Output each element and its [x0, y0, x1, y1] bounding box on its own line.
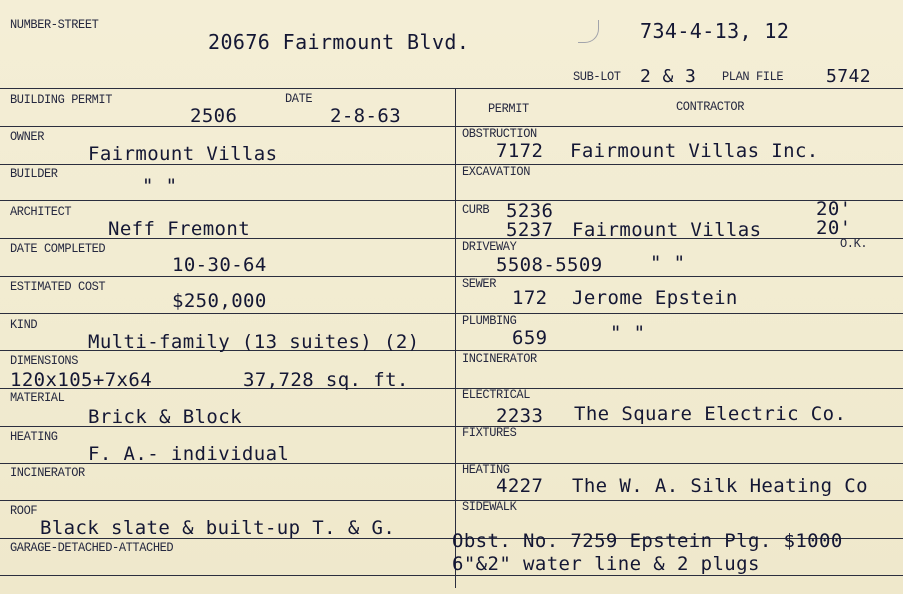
plumbing-label: PLUMBING: [462, 313, 517, 329]
roof-value: Black slate & built-up T. & G.: [40, 517, 396, 539]
date-label: DATE: [285, 91, 313, 107]
heating-permit: 4227: [496, 475, 544, 497]
rule: [0, 200, 903, 201]
plan-file-label: PLAN FILE: [722, 69, 784, 85]
sidewalk-label: SIDEWALK: [462, 499, 517, 515]
curb-size-1: 20': [816, 198, 852, 220]
curb-label: CURB: [462, 202, 490, 218]
curb-contractor-2: Fairmount Villas: [572, 219, 762, 241]
obstruction-permit: 7172: [496, 140, 544, 162]
kind-value: Multi-family (13 suites) (2): [88, 331, 420, 353]
garage-label: GARAGE-DETACHED-ATTACHED: [10, 540, 174, 556]
address-value: 20676 Fairmount Blvd.: [208, 30, 470, 54]
note-line-2: 6"&2" water line & 2 plugs: [452, 553, 760, 575]
kind-label: KIND: [10, 317, 38, 333]
incinerator-right-label: INCINERATOR: [462, 351, 537, 367]
date-value: 2-8-63: [330, 105, 402, 127]
plan-file-value: 5742: [826, 66, 871, 87]
sewer-permit: 172: [512, 287, 548, 309]
rule-header: [0, 88, 903, 89]
heating-value: F. A.- individual: [88, 443, 290, 465]
heating-right-label: HEATING: [462, 462, 510, 478]
driveway-ok: O.K.: [840, 236, 868, 252]
building-permit-label: BUILDING PERMIT: [10, 92, 113, 108]
electrical-label: ELECTRICAL: [462, 387, 531, 403]
building-permit-value: 2506: [190, 105, 238, 127]
parcel-value: 734-4-13, 12: [640, 19, 790, 43]
rule: [0, 126, 903, 127]
architect-label: ARCHITECT: [10, 204, 72, 220]
owner-value: Fairmount Villas: [88, 143, 278, 165]
electrical-permit: 2233: [496, 405, 544, 427]
dimensions-area: 37,728 sq. ft.: [243, 369, 409, 391]
builder-label: BUILDER: [10, 166, 58, 182]
rule: [0, 313, 903, 314]
curb-permit-1: 5236: [506, 200, 554, 222]
obstruction-contractor: Fairmount Villas Inc.: [570, 140, 819, 162]
note-line-1: Obst. No. 7259 Epstein Plg. $1000: [452, 530, 843, 552]
incinerator-label: INCINERATOR: [10, 465, 85, 481]
driveway-contractor: " ": [650, 252, 686, 274]
electrical-contractor: The Square Electric Co.: [574, 403, 847, 425]
sublot-value: 2 & 3: [640, 66, 697, 87]
dimensions-value: 120x105+7x64: [10, 369, 153, 391]
dimensions-label: DIMENSIONS: [10, 353, 79, 369]
estimated-cost-value: $250,000: [172, 290, 267, 312]
material-value: Brick & Block: [88, 406, 242, 428]
obstruction-label: OBSTRUCTION: [462, 126, 537, 142]
heating-contractor: The W. A. Silk Heating Co: [572, 475, 868, 497]
date-completed-label: DATE COMPLETED: [10, 241, 106, 257]
driveway-label: DRIVEWAY: [462, 239, 517, 255]
sewer-label: SEWER: [462, 276, 497, 292]
column-divider: [455, 88, 456, 588]
roof-label: ROOF: [10, 503, 38, 519]
builder-value: " ": [142, 175, 178, 197]
estimated-cost-label: ESTIMATED COST: [10, 279, 106, 295]
plumbing-contractor: " ": [610, 322, 646, 344]
sublot-label: SUB-LOT: [573, 69, 621, 85]
sewer-contractor: Jerome Epstein: [572, 287, 738, 309]
heating-label: HEATING: [10, 429, 58, 445]
fixtures-label: FIXTURES: [462, 425, 517, 441]
excavation-label: EXCAVATION: [462, 164, 531, 180]
contractor-column-header: CONTRACTOR: [676, 99, 745, 115]
owner-label: OWNER: [10, 129, 45, 145]
rule: [0, 575, 903, 576]
curb-permit-2: 5237: [506, 219, 554, 241]
architect-value: Neff Fremont: [108, 218, 251, 240]
rule: [0, 500, 903, 501]
driveway-permit: 5508-5509: [496, 254, 603, 276]
number-street-label: NUMBER-STREET: [10, 17, 99, 33]
rule: [0, 276, 903, 277]
material-label: MATERIAL: [10, 390, 65, 406]
pencil-mark: [578, 20, 599, 43]
plumbing-permit: 659: [512, 327, 548, 349]
permit-column-header: PERMIT: [488, 101, 529, 117]
curb-size-2: 20': [816, 217, 852, 239]
date-completed-value: 10-30-64: [172, 254, 267, 276]
